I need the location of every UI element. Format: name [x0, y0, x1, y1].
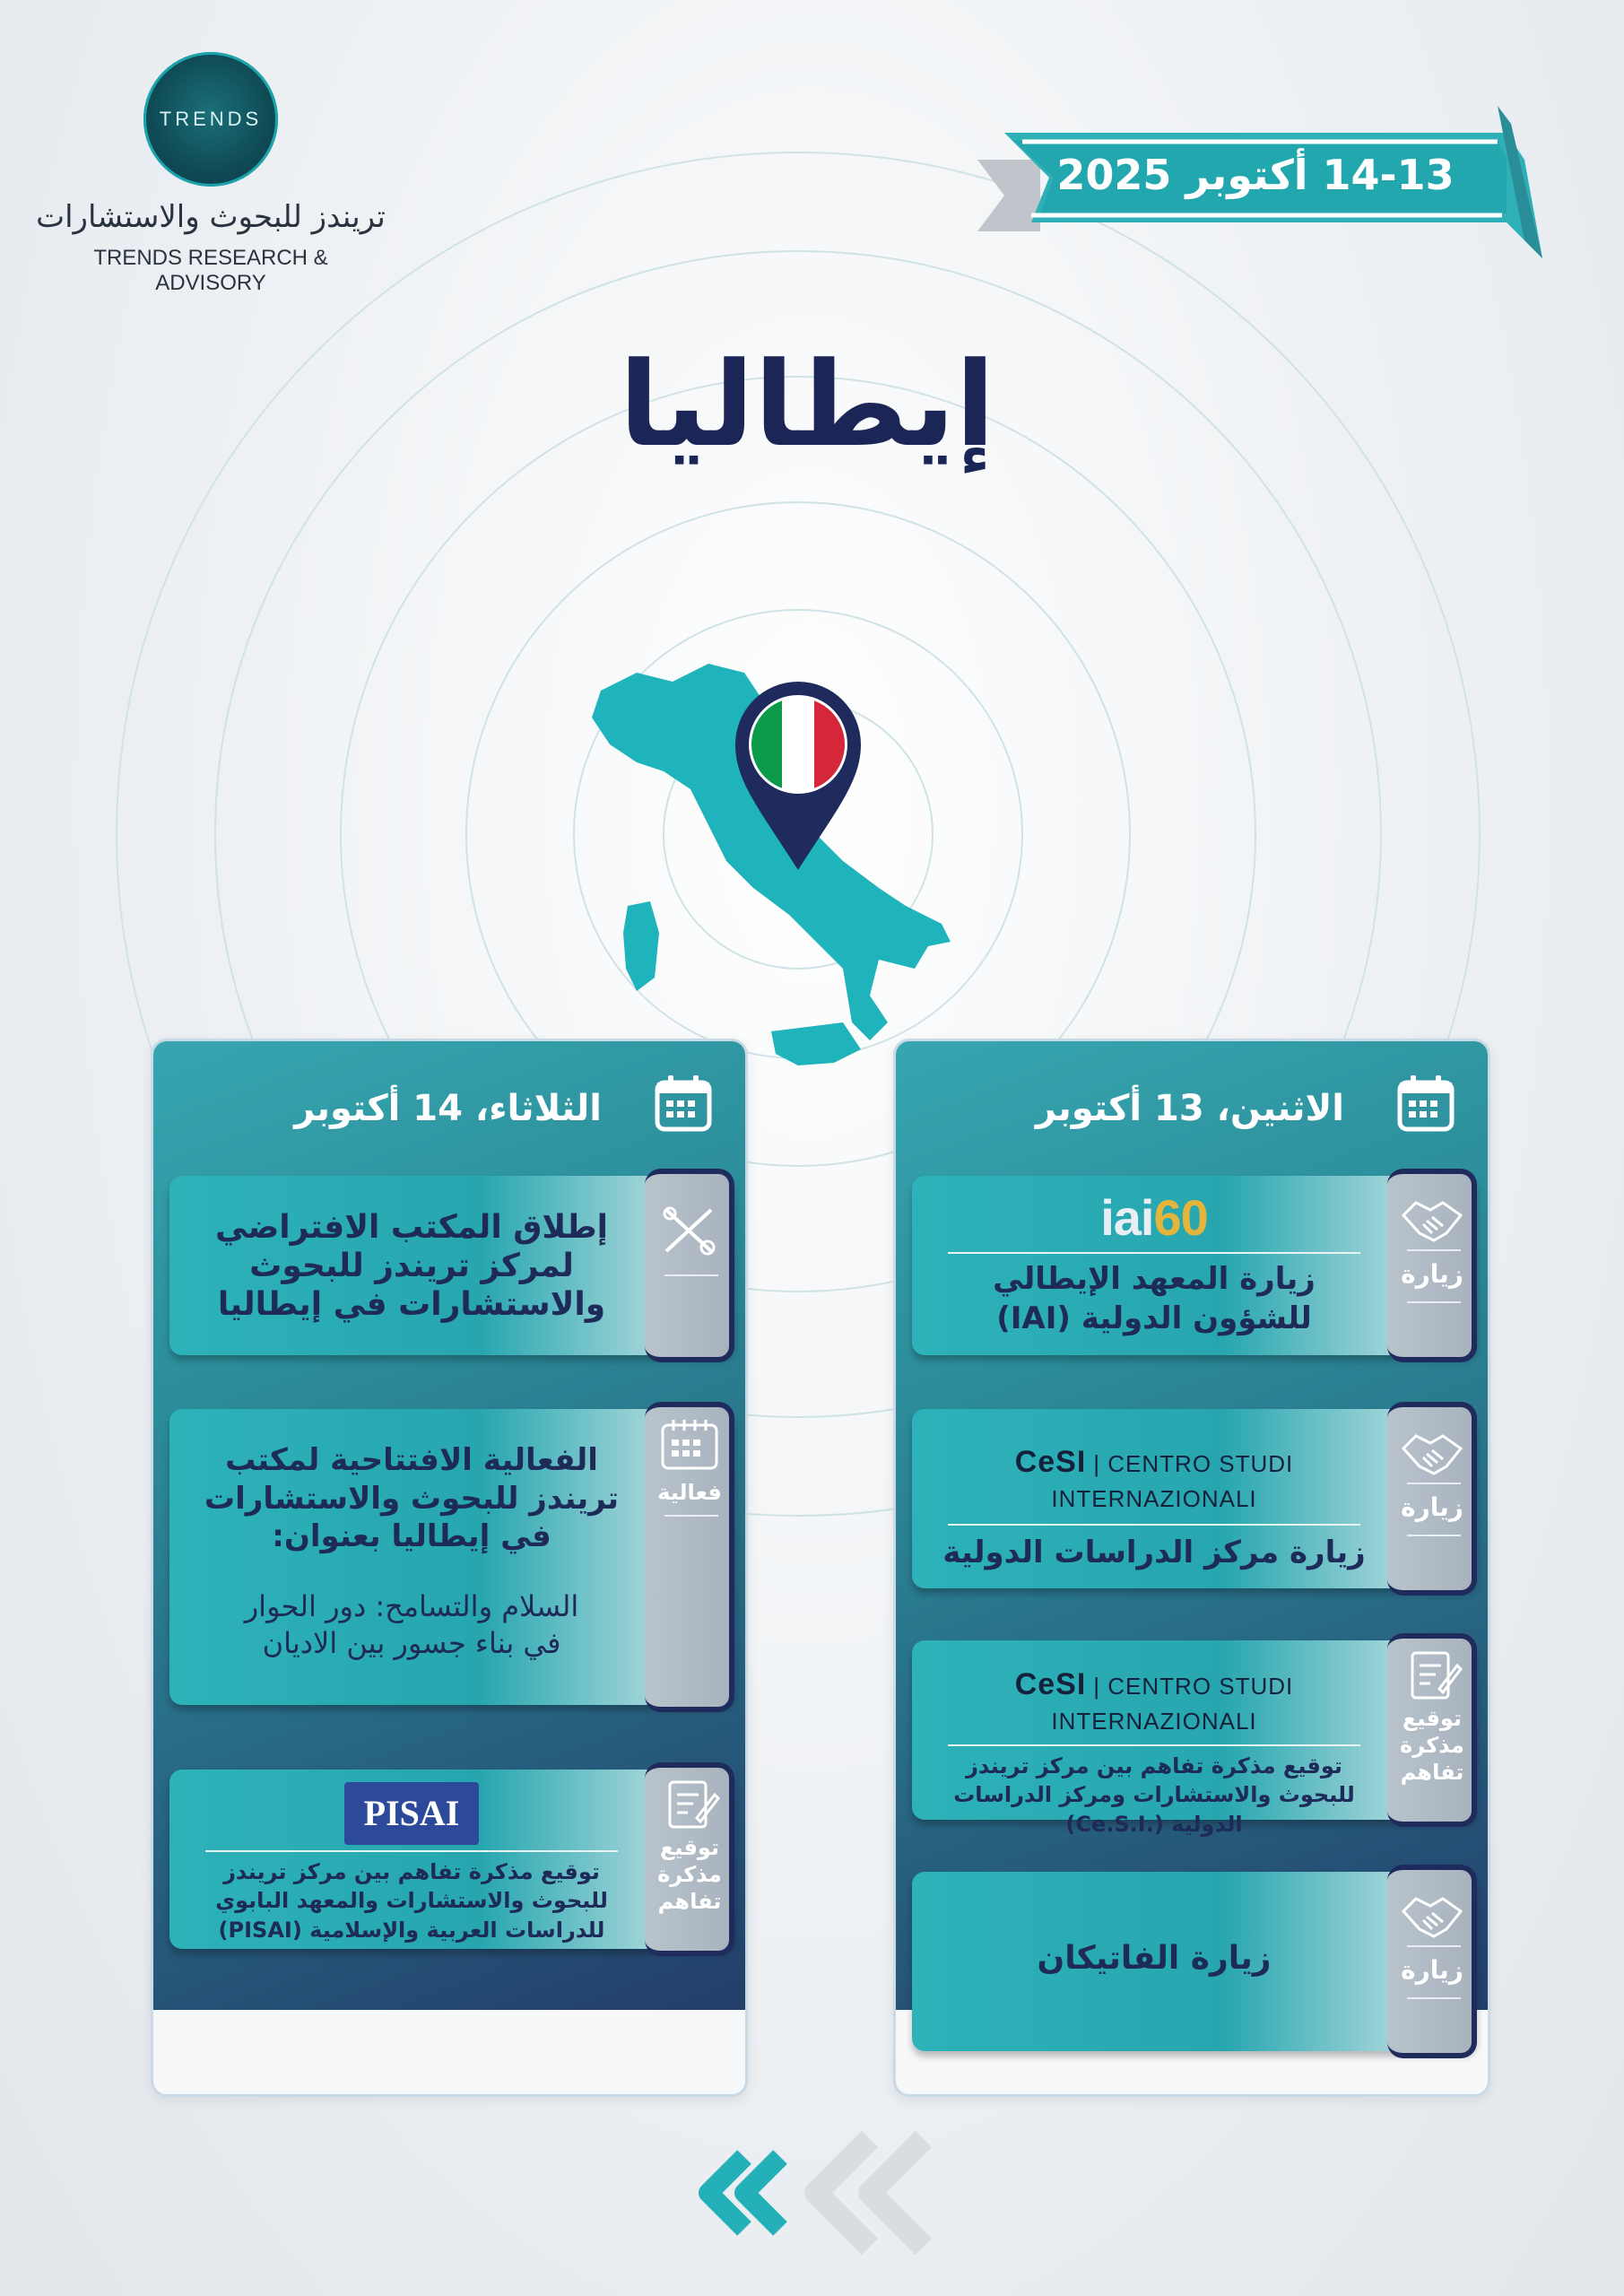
- cesi-logo-subtitle: | CENTRO STUDI INTERNAZIONALI: [1051, 1673, 1294, 1735]
- tab-divider: [1407, 1301, 1461, 1303]
- cesi-logo: [930, 1445, 1378, 1515]
- iai-logo-accent: 60: [1153, 1189, 1208, 1246]
- tuesday-title: الثلاثاء، 14 أكتوبر: [294, 1088, 602, 1129]
- tab-label-line-1: توقيع: [660, 1835, 719, 1860]
- handshake-icon: [1400, 1194, 1464, 1248]
- cesi-logo-text: CeSI: [1014, 1667, 1087, 1701]
- tab-label-line-3: تفاهم: [1400, 1760, 1464, 1785]
- tools-icon: [657, 1203, 722, 1257]
- cesi-logo-subtitle: | CENTRO STUDI INTERNAZIONALI: [1051, 1450, 1294, 1512]
- card-line-2: تريندز للبحوث والاستشارات: [204, 1480, 620, 1517]
- card-tab-label: زيارة: [1401, 1259, 1463, 1289]
- tab-divider: [1407, 1997, 1461, 1999]
- tab-label-line-3: تفاهم: [657, 1889, 722, 1914]
- card-tab-label: زيارة: [1401, 1492, 1463, 1522]
- monday-card-vatican: [912, 1872, 1477, 2051]
- tab-label-line-2: مذكرة: [1400, 1733, 1464, 1758]
- card-line-1: توقيع مذكرة تفاهم بين مركز تريندز: [966, 1753, 1342, 1779]
- tab-divider: [1407, 1535, 1461, 1536]
- tab-divider: [1407, 1249, 1461, 1251]
- monday-card-cesi-visit: [912, 1409, 1477, 1588]
- document-sign-icon: [1400, 1649, 1464, 1703]
- card-line-2: لمركز تريندز للبحوث: [249, 1248, 574, 1285]
- card-line-1: إطلاق المكتب الافتراضي: [215, 1209, 608, 1246]
- monday-title: الاثنين، 13 أكتوبر: [1035, 1088, 1344, 1129]
- logo-mark-text: TRENDS: [159, 108, 263, 130]
- tab-label-line-2: مذكرة: [657, 1862, 722, 1887]
- tuesday-card-pisai-mou: [169, 1770, 734, 1949]
- sicily: [771, 1022, 861, 1065]
- card-line-2: للبحوث والاستشارات ومركز الدراسات: [953, 1782, 1355, 1808]
- tab-divider: [1407, 1945, 1461, 1947]
- card-tab-label: [1391, 1705, 1473, 1786]
- card-tab-label: [648, 1834, 731, 1915]
- monday-panel: [893, 1039, 1490, 2097]
- card-line-1: زيارة مركز الدراسات الدولية: [942, 1535, 1366, 1570]
- card-line-3: للدراسات العربية والإسلامية (PISAI): [218, 1917, 605, 1943]
- tuesday-card-opening-event: [169, 1409, 734, 1705]
- card-tab-label: زيارة: [1401, 1955, 1463, 1985]
- monday-card-cesi-mou: [912, 1640, 1477, 1837]
- calendar-icon: [1396, 1074, 1455, 1133]
- tab-divider: [1407, 1483, 1461, 1484]
- pisai-logo: PISAI: [344, 1782, 479, 1845]
- page-title: إيطاليا: [619, 336, 995, 473]
- iai-logo: [930, 1188, 1378, 1247]
- event-subtitle-line-1: السلام والتسامح: دور الحوار: [244, 1588, 579, 1623]
- tab-divider: [664, 1515, 718, 1517]
- card-line-3: والاستشارات في إيطاليا: [217, 1286, 606, 1324]
- tuesday-card-virtual-office: [169, 1176, 734, 1355]
- handshake-icon: [1400, 1890, 1464, 1944]
- calendar-icon: [654, 1074, 713, 1133]
- card-separator: [948, 1524, 1360, 1526]
- card-line-1: الفعالية الافتتاحية لمكتب: [225, 1442, 598, 1478]
- calendar-event-icon: [657, 1418, 722, 1472]
- handshake-icon: [1400, 1427, 1464, 1481]
- logo-name-en: TRENDS RESEARCH & ADVISORY: [93, 246, 328, 295]
- card-body: [930, 1188, 1378, 1338]
- card-separator: [948, 1252, 1360, 1254]
- document-sign-icon: [657, 1779, 722, 1832]
- logo-name-ar: تريندز للبحوث والاستشارات: [36, 199, 386, 235]
- tuesday-panel: [151, 1039, 748, 2097]
- event-subtitle-line-2: في بناء جسور بين الاديان: [262, 1626, 561, 1661]
- card-separator: [205, 1850, 618, 1852]
- card-line-3: الدولية (.Ce.S.I): [1065, 1811, 1243, 1837]
- card-tab-label: فعالية: [657, 1480, 722, 1505]
- date-range: 14-13 أكتوبر 2025: [1056, 151, 1455, 199]
- sardinia: [623, 901, 659, 991]
- card-line-2: للشؤون الدولية (IAI): [996, 1300, 1312, 1337]
- italy-map: [574, 637, 968, 1085]
- card-body: [930, 1445, 1378, 1570]
- card-body: [930, 1940, 1378, 1977]
- card-separator: [948, 1744, 1360, 1746]
- tab-label-line-1: توقيع: [1403, 1706, 1462, 1731]
- card-line-1: زيارة المعهد الإيطالي: [993, 1261, 1316, 1297]
- back-chevrons-icon[interactable]: [673, 2130, 942, 2256]
- iai-logo-text: iai: [1100, 1189, 1154, 1246]
- tab-divider: [664, 1274, 718, 1276]
- card-body: [187, 1208, 636, 1325]
- trends-logo-mark: [143, 52, 278, 187]
- card-body: [187, 1782, 636, 1944]
- card-line-3: في إيطاليا بعنوان:: [272, 1518, 551, 1554]
- card-line-1: توقيع مذكرة تفاهم بين مركز تريندز: [223, 1859, 600, 1884]
- card-line-1: زيارة الفاتيكان: [1037, 1940, 1272, 1977]
- cesi-logo-text: CeSI: [1014, 1445, 1087, 1479]
- card-tab: [645, 1169, 734, 1362]
- card-body: [930, 1667, 1378, 1839]
- monday-card-iai: [912, 1176, 1477, 1355]
- card-line-2: للبحوث والاستشارات والمعهد البابوي: [215, 1888, 608, 1914]
- card-body: [187, 1441, 636, 1663]
- cesi-logo: [930, 1667, 1378, 1737]
